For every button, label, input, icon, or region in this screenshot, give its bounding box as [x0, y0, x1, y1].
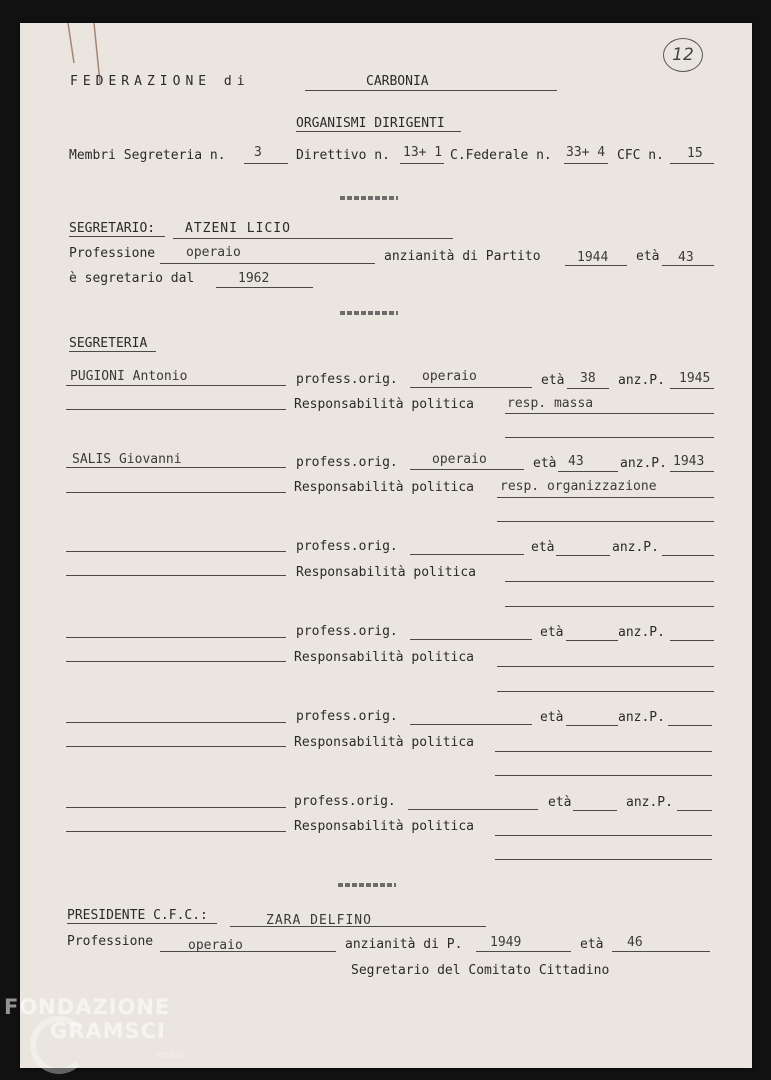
slot-5-name-underline [66, 722, 286, 723]
segretario-eta-label: età [636, 249, 660, 264]
slot-5-line2-underline [66, 746, 286, 747]
section-separator [340, 196, 398, 200]
member-2-prof-underline [410, 469, 524, 470]
slot-4-name-underline [66, 637, 286, 638]
member-1-line2-underline [66, 409, 286, 410]
slot-4-anz-underline [670, 640, 714, 641]
presidente-eta-label: età [580, 937, 604, 952]
slot-6-anz-label: anz.P. [626, 795, 673, 810]
cfc-label: CFC n. [617, 148, 664, 163]
segretario-dal-underline [216, 287, 313, 288]
segretario-professione-label: Professione [69, 246, 156, 261]
segreteria-label-underline [69, 351, 156, 352]
presidente-anzianita-value: 1949 [490, 935, 522, 950]
slot-3-name-underline [66, 551, 286, 552]
presidente-eta-value: 46 [627, 935, 643, 950]
presidente-note: Segretario del Comitato Cittadino [351, 963, 610, 978]
direttivo-value: 13+ 1 [403, 145, 443, 160]
slot-4-line2-underline [66, 661, 286, 662]
member-2-name-underline [66, 467, 286, 468]
member-1-resp-underline [505, 413, 714, 414]
segretario-anzianita-value: 1944 [577, 250, 609, 265]
presidente-professione-label: Professione [67, 934, 154, 949]
member-2-resp-value: resp. organizzazione [500, 479, 657, 494]
presidente-eta-underline [612, 951, 710, 952]
cfederale-value: 33+ 4 [566, 145, 606, 160]
segretario-label-underline [69, 236, 165, 237]
slot-5-prof-label: profess.orig. [296, 709, 398, 724]
member-1-name-underline [66, 385, 286, 386]
slot-5-resp-underline-2 [495, 775, 712, 776]
presidente-anzianita-label: anzianità di P. [345, 937, 463, 952]
member-2-eta-value: 43 [568, 454, 584, 469]
member-2-name: SALIS Giovanni [72, 452, 182, 467]
slot-4-anz-label: anz.P. [618, 625, 665, 640]
member-1-name: PUGIONI Antonio [70, 369, 188, 384]
slot-3-prof-underline [410, 554, 524, 555]
slot-6-line2-underline [66, 831, 286, 832]
member-2-prof-label: profess.orig. [296, 455, 398, 470]
member-2-eta-underline [558, 471, 618, 472]
segretario-professione-value: operaio [186, 245, 241, 260]
presidente-professione-underline [160, 951, 336, 952]
watermark-line-1: FONDAZIONE [4, 995, 171, 1019]
member-1-resp-label: Responsabilità politica [294, 397, 475, 412]
section-separator [338, 883, 396, 887]
federazione-value: CARBONIA [366, 74, 429, 89]
document-title: ORGANISMI DIRIGENTI [296, 116, 445, 131]
presidente-label-underline [67, 923, 217, 924]
slot-3-resp-label: Responsabilità politica [296, 565, 477, 580]
cfederale-label: C.Federale n. [450, 148, 552, 163]
member-1-eta-underline [567, 388, 609, 389]
title-underline [296, 131, 461, 132]
page-number: 12 [663, 38, 703, 72]
member-1-anz-value: 1945 [679, 371, 711, 386]
slot-5-prof-underline [410, 724, 532, 725]
federazione-label: FEDERAZIONE di [70, 74, 250, 89]
member-1-prof-underline [410, 387, 532, 388]
slot-3-resp-underline [505, 581, 714, 582]
membri-segreteria-label: Membri Segreteria n. [69, 148, 226, 163]
segreteria-label: SEGRETERIA [69, 336, 148, 351]
segretario-eta-value: 43 [678, 250, 694, 265]
member-2-resp-label: Responsabilità politica [294, 480, 475, 495]
slot-3-eta-underline [556, 555, 610, 556]
slot-6-prof-label: profess.orig. [294, 794, 396, 809]
member-2-line2-underline [66, 492, 286, 493]
cfc-underline [670, 163, 714, 164]
presidente-anzianita-underline [476, 951, 571, 952]
membri-segreteria-value: 3 [254, 145, 262, 160]
slot-3-anz-label: anz.P. [612, 540, 659, 555]
slot-5-anz-label: anz.P. [618, 710, 665, 725]
member-1-prof-value: operaio [422, 369, 477, 384]
member-1-anz-underline [670, 388, 714, 389]
slot-5-eta-label: età [540, 710, 564, 725]
presidente-label: PRESIDENTE C.F.C.: [67, 908, 208, 923]
slot-3-eta-label: età [531, 540, 555, 555]
slot-4-eta-underline [566, 640, 618, 641]
presidente-professione-value: operaio [188, 938, 243, 953]
section-separator [340, 311, 398, 315]
member-2-resp-underline-2 [497, 521, 714, 522]
segretario-eta-underline [662, 265, 714, 266]
slot-5-anz-underline [668, 725, 712, 726]
member-2-prof-value: operaio [432, 452, 487, 467]
slot-6-eta-underline [573, 810, 617, 811]
member-1-eta-label: età [541, 373, 565, 388]
slot-6-resp-underline-2 [495, 859, 712, 860]
member-2-anz-label: anz.P. [620, 456, 667, 471]
member-1-resp-value: resp. massa [507, 396, 594, 411]
presidente-name: ZARA DELFINO [266, 913, 372, 928]
segretario-professione-underline [160, 263, 375, 264]
segretario-name: ATZENI LICIO [185, 221, 291, 236]
slot-4-eta-label: età [540, 625, 564, 640]
direttivo-underline [400, 163, 444, 164]
slot-5-resp-label: Responsabilità politica [294, 735, 475, 750]
federazione-underline [305, 90, 557, 91]
slot-6-resp-underline [495, 835, 712, 836]
member-1-anz-label: anz.P. [618, 373, 665, 388]
slot-4-resp-underline [497, 666, 714, 667]
slot-3-prof-label: profess.orig. [296, 539, 398, 554]
slot-4-prof-underline [410, 639, 532, 640]
cfederale-underline [564, 163, 608, 164]
slot-4-resp-underline-2 [497, 691, 714, 692]
member-2-resp-underline [497, 497, 714, 498]
slot-5-resp-underline [495, 751, 712, 752]
segretario-anzianita-underline [565, 265, 627, 266]
slot-4-prof-label: profess.orig. [296, 624, 398, 639]
direttivo-label: Direttivo n. [296, 148, 390, 163]
member-2-eta-label: età [533, 456, 557, 471]
slot-3-resp-underline-2 [505, 606, 714, 607]
segretario-dal-value: 1962 [238, 271, 270, 286]
slot-5-eta-underline [566, 725, 618, 726]
segretario-label: SEGRETARIO: [69, 221, 156, 236]
slot-6-eta-label: età [548, 795, 572, 810]
member-1-eta-value: 38 [580, 371, 596, 386]
segretario-name-underline [173, 238, 453, 239]
slot-3-line2-underline [66, 575, 286, 576]
presidente-name-underline [230, 926, 486, 927]
slot-6-name-underline [66, 807, 286, 808]
cfc-value: 15 [687, 146, 703, 161]
slot-4-resp-label: Responsabilità politica [294, 650, 475, 665]
watermark-line-3: onlus [157, 1050, 184, 1061]
member-2-anz-underline [670, 471, 714, 472]
slot-6-prof-underline [408, 809, 538, 810]
segreteria-count-underline [244, 163, 288, 164]
segretario-anzianita-label: anzianità di Partito [384, 249, 541, 264]
member-1-resp-underline-2 [505, 437, 714, 438]
slot-3-anz-underline [662, 555, 714, 556]
watermark-line-2: GRAMSCI [50, 1019, 166, 1043]
member-1-prof-label: profess.orig. [296, 372, 398, 387]
member-2-anz-value: 1943 [673, 454, 705, 469]
slot-6-resp-label: Responsabilità politica [294, 819, 475, 834]
segretario-dal-label: è segretario dal [69, 271, 195, 286]
slot-6-anz-underline [677, 810, 712, 811]
